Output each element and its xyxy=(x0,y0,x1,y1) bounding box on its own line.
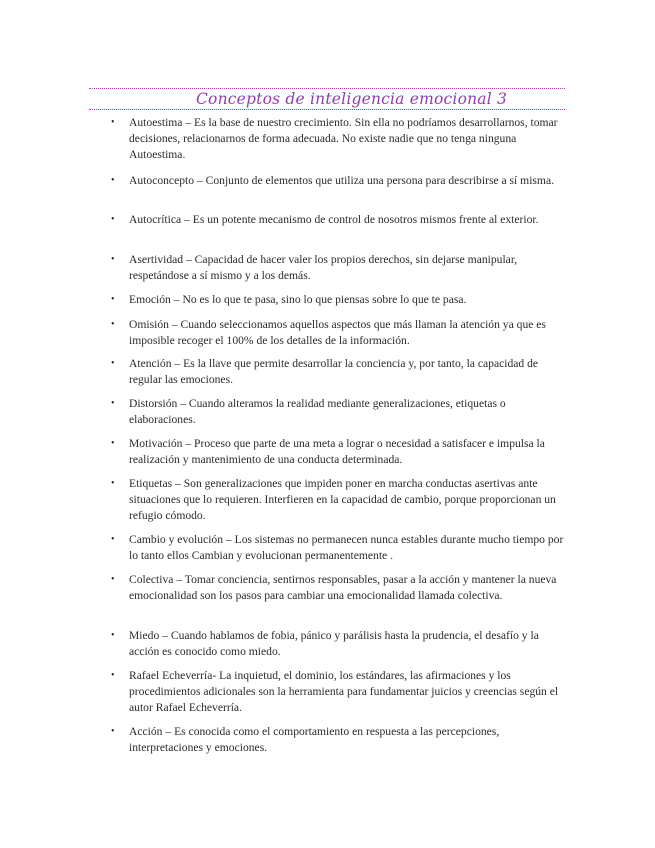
list-item-text: Asertividad – Capacidad de hacer valer los propios derechos, sin dejarse manipular, respetándose a sí mismo y a los demás. xyxy=(129,253,518,282)
bullet-icon: • xyxy=(111,214,115,225)
list-item xyxy=(111,436,569,468)
list-item xyxy=(111,317,569,349)
list-item xyxy=(111,532,569,564)
bullet-icon: • xyxy=(111,319,115,330)
list-item-text: Distorsión – Cuando alteramos la realidad mediante generalizaciones, etiquetas o elaboraciones. xyxy=(129,397,506,426)
bullet-icon: • xyxy=(111,478,115,489)
bullet-icon: • xyxy=(111,670,115,681)
list-item xyxy=(111,724,569,756)
list-item-text: Omisión – Cuando seleccionamos aquellos aspectos que más llaman la atención ya que es imposible recoger el 100% de los detalles de la información. xyxy=(129,318,546,347)
list-item xyxy=(111,115,569,163)
list-item-text: Colectiva – Tomar conciencia, sentirnos responsables, pasar a la acción y mantener la nueva emocionalidad son los pasos para cambiar una emocionalidad llamada colectiva. xyxy=(129,573,557,602)
list-item-text: Autoestima – Es la base de nuestro crecimiento. Sin ella no podríamos desarrollarnos, tomar decisiones, relacionarnos de forma adecuada. No existe nadie que no tenga ninguna Autoestima. xyxy=(129,116,558,161)
bullet-icon: • xyxy=(111,294,115,305)
list-item xyxy=(111,572,569,604)
bullet-icon: • xyxy=(111,254,115,265)
bullet-icon: • xyxy=(111,534,115,545)
list-item-text: Emoción – No es lo que te pasa, sino lo que piensas sobre lo que te pasa. xyxy=(129,293,467,306)
list-item xyxy=(111,212,569,228)
list-item-text: Acción – Es conocida como el comportamiento en respuesta a las percepciones, interpretaciones y emociones. xyxy=(129,725,500,754)
list-item-text: Atención – Es la llave que permite desarrollar la conciencia y, por tanto, la capacidad de regular las emociones. xyxy=(129,357,539,386)
list-item xyxy=(111,668,569,716)
list-item xyxy=(111,252,569,284)
list-item-text: Rafael Echeverría- La inquietud, el dominio, los estándares, las afirmaciones y los procedimientos adicionales son la herramienta para fundamentar juicios y creencias según el autor Rafael Echeverría. xyxy=(129,669,559,714)
bullet-icon: • xyxy=(111,438,115,449)
list-item xyxy=(111,356,569,388)
bullet-icon: • xyxy=(111,630,115,641)
bullet-icon: • xyxy=(111,117,115,128)
list-item-text: Autoconcepto – Conjunto de elementos que utiliza una persona para describirse a sí misma. xyxy=(129,174,554,187)
list-item xyxy=(111,476,569,524)
bullet-icon: • xyxy=(111,398,115,409)
list-item xyxy=(111,173,569,189)
page-title: Conceptos de inteligencia emocional 3 xyxy=(196,90,508,108)
list-item-text: Etiquetas – Son generalizaciones que impiden poner en marcha conductas asertivas ante situaciones que lo requieren. Interfieren en la capacidad de cambio, porque proporcionan un refugio cómodo. xyxy=(129,477,556,522)
bullet-icon: • xyxy=(111,726,115,737)
list-item-text: Autocrítica – Es un potente mecanismo de control de nosotros mismos frente al exterior. xyxy=(129,213,539,226)
list-item-text: Miedo – Cuando hablamos de fobia, pánico y parálisis hasta la prudencia, el desafío y la acción es conocido como miedo. xyxy=(129,629,539,658)
bullet-icon: • xyxy=(111,175,115,186)
list-item-text: Cambio y evolución – Los sistemas no permanecen nunca estables durante mucho tiempo por lo tanto ellos Cambian y evolucionan permanentemente . xyxy=(129,533,564,562)
bullet-icon: • xyxy=(111,574,115,585)
list-item xyxy=(111,292,569,308)
list-item-text: Motivación – Proceso que parte de una meta a lograr o necesidad a satisfacer e impulsa la realización y mantenimiento de una conducta determinada. xyxy=(129,437,545,466)
bullet-icon: • xyxy=(111,358,115,369)
list-item xyxy=(111,396,569,428)
list-item xyxy=(111,628,569,660)
